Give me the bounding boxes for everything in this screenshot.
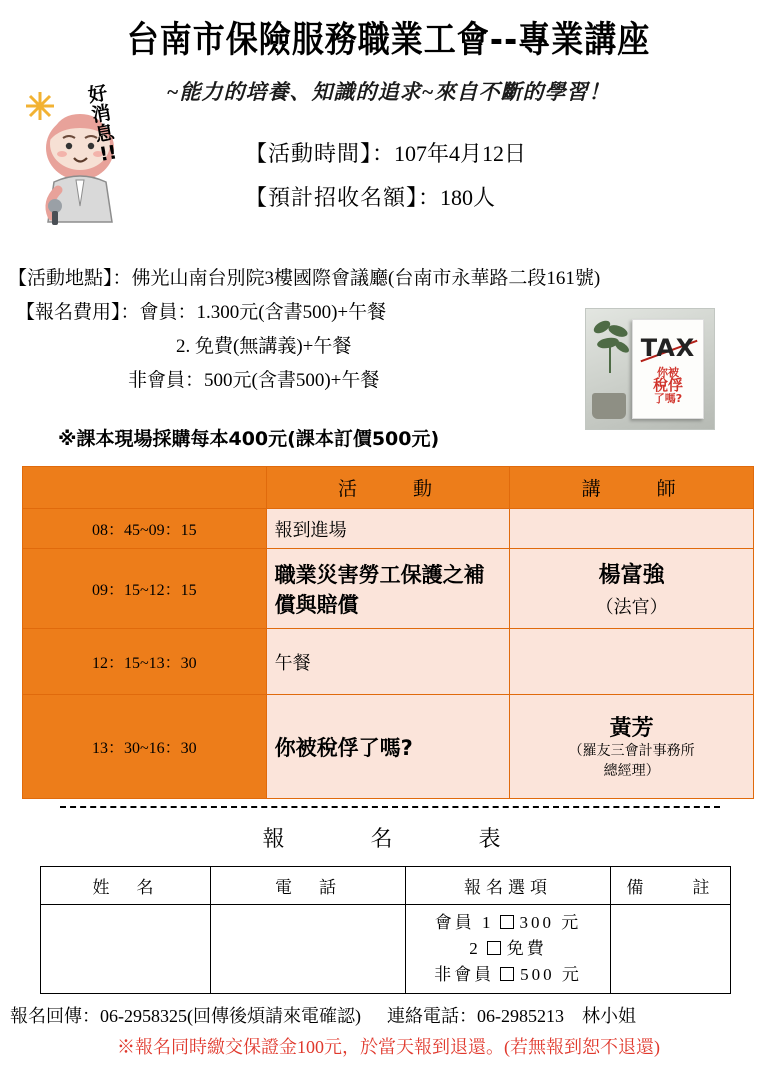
option-member-label: 會員 1: [434, 913, 494, 932]
mascot-char-2: 消: [89, 101, 113, 127]
reg-header-remark: 備 註: [611, 867, 731, 905]
reg-header-options: 報名選項: [406, 867, 611, 905]
schedule-time-1: 08：45~09：15: [23, 509, 267, 549]
info-block: [8, 262, 770, 398]
checkbox-icon[interactable]: [500, 915, 514, 929]
checkbox-icon[interactable]: [500, 967, 514, 981]
event-summary: [245, 132, 526, 220]
schedule-speaker-1: [510, 509, 754, 549]
schedule-time-4: 13：30~16：30: [23, 695, 267, 799]
fee-row-2: [8, 330, 770, 364]
schedule-time-2: 09：15~12：15: [23, 549, 267, 629]
footer-contact: [10, 1002, 636, 1028]
event-quota-label: 【預計招收名額】: [245, 185, 419, 210]
textbook-note: ※課本現場採購每本400元(課本訂價500元): [58, 428, 440, 450]
table-row: [23, 695, 754, 799]
fee-value-2: 2. 免費(無講義)+午餐: [176, 336, 352, 357]
event-time-row: [245, 132, 526, 176]
announcement-lady-icon: [14, 78, 164, 228]
fee-row-3: [8, 364, 770, 398]
reg-header-name: 姓 名: [41, 867, 211, 905]
registration-table: [40, 866, 731, 994]
place-label: 【活動地點】: [8, 268, 113, 289]
footer-fax: 報名回傳：06-2958325(回傳後煩請來電確認): [10, 1006, 361, 1026]
fee-value-3: 非會員：500元(含書500)+午餐: [128, 370, 380, 391]
speaker-name-2: 楊富強: [598, 563, 665, 588]
schedule-activity-1: 報到進場: [266, 509, 510, 549]
schedule-activity-3: 午餐: [266, 629, 510, 695]
speaker-title-2: （法官）: [595, 597, 668, 617]
name-field[interactable]: [41, 905, 211, 994]
speaker-title-4-line2: 總經理）: [603, 764, 660, 779]
mascot-char-3: 息: [93, 121, 117, 147]
event-time-value: ：107年4月12日: [372, 141, 527, 166]
schedule-speaker-3: [510, 629, 754, 695]
option-member-2-number: 2: [469, 939, 481, 958]
registration-header-row: [41, 867, 731, 905]
table-row: [23, 509, 754, 549]
speaker-name-4: 黃芳: [609, 716, 654, 741]
registration-input-row: [41, 905, 731, 994]
book-title: TAX: [640, 334, 696, 362]
footer-phone: 連絡電話：06-2985213 林小姐: [386, 1006, 636, 1026]
schedule-header-speaker: 講 師: [510, 467, 754, 509]
option-member-300: 300 元: [519, 913, 582, 932]
place-row: [8, 262, 770, 296]
schedule-activity-4: 你被稅俘了嗎?: [266, 695, 510, 799]
fee-value-1: ：會員：1.300元(含書500)+午餐: [120, 302, 387, 323]
options-cell: [406, 905, 611, 994]
event-time-label: 【活動時間】: [245, 141, 373, 166]
schedule-table: [22, 466, 754, 799]
mascot-char-4: !!: [97, 141, 119, 166]
schedule-header-time: [23, 467, 267, 509]
schedule-header-row: [23, 467, 754, 509]
option-member-free: 免費: [506, 939, 547, 958]
speaker-title-4-line1: （羅友三會計事務所: [568, 744, 695, 759]
footer-warning: ※報名同時繳交保證金100元，於當天報到退還。(若無報到恕不退還): [117, 1037, 660, 1057]
registration-title: 報 名 表: [262, 826, 515, 851]
title-area: [0, 0, 777, 60]
schedule-speaker-4: [510, 695, 754, 799]
checkbox-icon[interactable]: [487, 941, 501, 955]
fee-label: 【報名費用】: [16, 302, 121, 323]
page-title: 台南市保險服務職業工會--專業講座: [126, 17, 651, 61]
cut-line-divider: [60, 806, 720, 808]
option-nonmember[interactable]: [408, 962, 608, 988]
book-subtitle-line1: 你被: [657, 366, 679, 379]
event-quota-value: ：180人: [418, 185, 496, 210]
phone-field[interactable]: [211, 905, 406, 994]
event-quota-row: [245, 176, 526, 220]
option-member-1[interactable]: [408, 910, 608, 936]
option-nonmember-label: 非會員: [434, 965, 495, 984]
table-row: [23, 629, 754, 695]
schedule-time-3: 12：15~13：30: [23, 629, 267, 695]
reg-header-phone: 電 話: [211, 867, 406, 905]
book-subtitle-line2: 稅俘: [652, 376, 683, 394]
page-subtitle: ~能力的培養、知識的追求~來自不斷的學習！: [166, 80, 611, 104]
fee-row-1: [8, 296, 770, 330]
mascot-char-1: 好: [86, 81, 110, 107]
option-nonmember-500: 500 元: [520, 965, 582, 984]
schedule-speaker-2: [510, 549, 754, 629]
remark-field[interactable]: [611, 905, 731, 994]
option-member-2[interactable]: [408, 936, 608, 962]
place-value: ：佛光山南台別院3樓國際會議廳(台南市永華路二段161號): [112, 268, 601, 289]
table-row: [23, 549, 754, 629]
book-subtitle-line3: 了嗎?: [653, 392, 683, 405]
schedule-activity-2: 職業災害勞工保護之補償與賠償: [266, 549, 510, 629]
schedule-header-activity: 活 動: [266, 467, 510, 509]
